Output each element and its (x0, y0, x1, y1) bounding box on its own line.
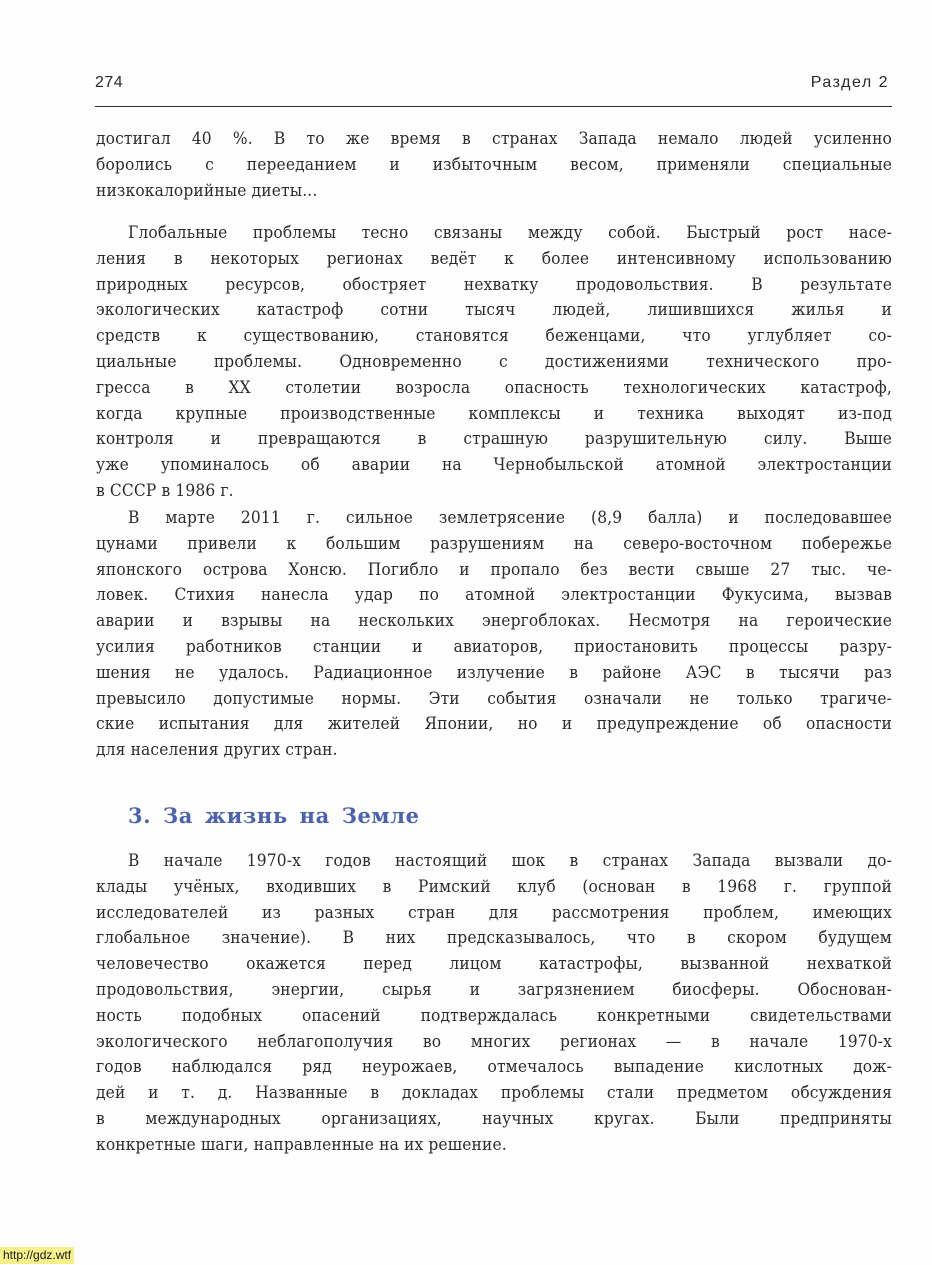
text-line: В начале 1970-х годов настоящий шок в странах Запада вызвали до- (128, 851, 892, 871)
text-line: экологических катастроф сотни тысяч людей, лишившихся жилья и (96, 300, 892, 321)
text-line: уже упоминалось об аварии на Чернобыльской атомной электростанции (96, 455, 892, 476)
text-line: превысило допустимые нормы. Эти события означали не только трагиче- (96, 688, 892, 709)
watermark-link[interactable]: http://gdz.wtf (0, 1247, 74, 1264)
text-line: В марте 2011 г. сильное землетрясение (8,9 балла) и последовавшее (128, 508, 892, 528)
header-divider (95, 106, 892, 107)
text-line: аварии и взрывы на нескольких энергоблоках. Несмотря на героические (96, 611, 892, 632)
paragraph-continuation (96, 127, 892, 204)
text-line: человечество окажется перед лицом катастрофы, вызванной нехваткой (96, 954, 892, 975)
text-line: годов наблюдался ряд неурожаев, отмечалось выпадение кислотных дож- (96, 1057, 892, 1078)
text-line: ность подобных опасений подтверждалась конкретными свидетельствами (96, 1005, 892, 1026)
text-line: клады учёных, входивших в Римский клуб (основан в 1968 г. группой (96, 876, 892, 897)
paragraph-global-problems (96, 221, 892, 505)
text-line: достигал 40 %. В то же время в странах Запада немало людей усиленно (96, 129, 892, 149)
text-line: в международных организациях, научных кругах. Были предприняты (96, 1108, 892, 1129)
text-line: циальные проблемы. Одновременно с достижениями технического про- (96, 351, 892, 372)
text-line: японского острова Хонсю. Погибло и пропало без вести свыше 27 тыс. че- (96, 559, 892, 580)
text-line: ловек. Стихия нанесла удар по атомной электростанции Фукусима, вызвав (96, 585, 892, 606)
text-line: цунами привели к большим разрушениям на северо-восточном побережье (96, 533, 892, 554)
section-label: Раздел 2 (810, 74, 889, 91)
page-number: 274 (95, 74, 124, 91)
text-line: боролись с перееданием и избыточным весом, применяли специальные (96, 154, 892, 175)
page-header (95, 74, 893, 98)
text-line: природных ресурсов, обостряет нехватку продовольствия. В результате (96, 274, 892, 295)
text-line: гресса в XX столетии возросла опасность технологических катастроф, (96, 377, 892, 398)
text-line: для населения других стран. (96, 740, 338, 761)
text-line: средств к существованию, становятся беженцами, что углубляет со- (96, 326, 892, 347)
text-line: в СССР в 1986 г. (96, 480, 234, 501)
text-line: усилия работников станции и авиаторов, приостановить процессы разру- (96, 636, 892, 657)
text-line: продовольствия, энергии, сырья и загрязнением биосферы. Обоснован- (96, 979, 892, 1000)
section-heading: 3. За жизнь на Земле (128, 803, 420, 828)
text-line: ления в некоторых регионах ведёт к более интенсивному использованию (96, 248, 892, 269)
text-line: контроля и превращаются в страшную разрушительную силу. Выше (96, 429, 892, 450)
text-line: шения не удалось. Радиационное излучение в районе АЭС в тысячи раз (96, 662, 892, 683)
text-line: низкокалорийные диеты... (96, 180, 318, 201)
text-line: Глобальные проблемы тесно связаны между собой. Быстрый рост насе- (128, 223, 892, 243)
text-line: дей и т. д. Названные в докладах проблемы стали предметом обсуждения (96, 1083, 892, 1104)
paragraph-club-of-rome (96, 849, 892, 1159)
text-line: исследователей из разных стран для рассмотрения проблем, имеющих (96, 902, 892, 923)
text-line: ские испытания для жителей Японии, но и предупреждение об опасности (96, 714, 892, 735)
text-line: глобальное значение). В них предсказывалось, что в скором будущем (96, 928, 892, 949)
paragraph-fukushima (96, 506, 892, 764)
text-line: конкретные шаги, направленные на их решение. (96, 1134, 507, 1155)
text-line: экологического неблагополучия во многих регионах — в начале 1970-х (96, 1031, 892, 1052)
text-line: когда крупные производственные комплексы и техника выходят из-под (96, 403, 892, 424)
